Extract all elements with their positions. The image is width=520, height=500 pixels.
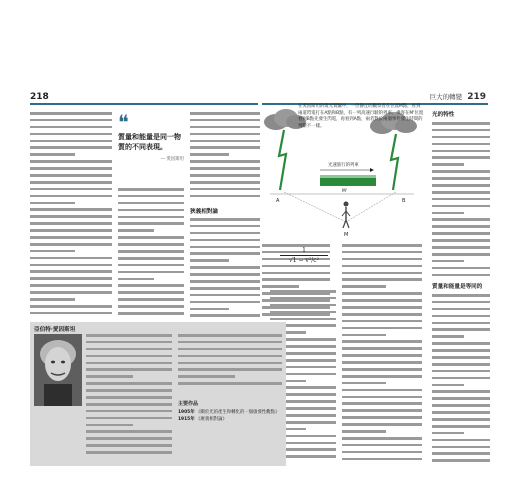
text-line <box>432 196 490 203</box>
timeline-heading: 主要作品 <box>178 401 199 407</box>
text-line <box>178 346 282 353</box>
text-line <box>432 313 490 320</box>
text-line <box>118 214 184 221</box>
text-line <box>86 442 172 449</box>
text-line <box>86 394 172 401</box>
text-line <box>86 366 172 373</box>
text-line <box>432 430 490 437</box>
middle-column-text <box>118 186 184 320</box>
text-line <box>342 366 422 373</box>
text-line <box>30 241 112 248</box>
text-line <box>190 292 260 299</box>
right-column-3-text <box>432 120 490 280</box>
text-line <box>190 193 260 200</box>
text-line <box>118 227 184 234</box>
text-line <box>118 220 184 227</box>
text-line <box>190 223 260 230</box>
light-heading: 光的特性 <box>432 112 455 118</box>
text-line <box>342 345 422 352</box>
text-line <box>190 216 260 223</box>
text-line <box>432 416 490 423</box>
text-line <box>86 346 172 353</box>
text-line <box>190 306 260 313</box>
text-line <box>30 220 112 227</box>
text-line <box>342 256 422 263</box>
text-line <box>30 124 112 131</box>
text-line <box>118 207 184 214</box>
text-line <box>30 234 112 241</box>
text-line <box>30 275 112 282</box>
text-line <box>118 234 184 241</box>
text-line <box>432 141 490 148</box>
text-line <box>178 360 282 367</box>
text-line <box>30 310 112 317</box>
text-line <box>342 449 422 456</box>
text-line <box>432 244 490 251</box>
text-line <box>190 172 260 179</box>
text-line <box>342 318 422 325</box>
text-line <box>432 230 490 237</box>
text-line <box>190 110 260 117</box>
text-line <box>432 258 490 265</box>
text-line <box>432 395 490 402</box>
train-shape <box>320 178 376 186</box>
text-line <box>432 326 490 333</box>
quote-text: 質量和能量是同一物質的不同表現。 <box>118 133 181 151</box>
biography-text-2 <box>178 332 282 392</box>
text-line <box>432 237 490 244</box>
right-page-number: 219 <box>467 92 486 102</box>
text-line <box>432 368 490 375</box>
text-line <box>190 250 260 257</box>
timeline <box>178 410 282 423</box>
text-line <box>432 203 490 210</box>
text-line <box>342 332 422 339</box>
label-b: B <box>402 198 406 204</box>
text-line <box>432 292 490 299</box>
label-a: A <box>276 198 280 204</box>
text-line <box>190 117 260 124</box>
text-line <box>432 182 490 189</box>
text-line <box>86 435 172 442</box>
text-line <box>432 423 490 430</box>
text-line <box>118 200 184 207</box>
text-line <box>118 296 184 303</box>
text-line <box>118 262 184 269</box>
text-line <box>342 304 422 311</box>
left-lightning-icon <box>279 130 286 190</box>
text-line <box>432 223 490 230</box>
text-line <box>432 457 490 464</box>
text-line <box>270 309 336 316</box>
text-line <box>118 186 184 193</box>
relativity-text <box>190 216 260 320</box>
text-line <box>432 154 490 161</box>
text-line <box>190 124 260 131</box>
text-line <box>342 338 422 345</box>
text-line <box>118 276 184 283</box>
text-line <box>118 255 184 262</box>
text-line <box>270 288 336 295</box>
diagram-caption: 在愛因斯坦的燈光實驗中，一位靜止的觀察者在位置M點，看到兩道閃電打在A點和B點，有一列高速行駛的列車，乘客在M'位置看到B點先發生閃電，再看到A點，兩者對於兩個事件發生時間的判斷不一樣。 <box>298 104 424 129</box>
text-line <box>432 189 490 196</box>
text-line <box>262 270 330 277</box>
text-line <box>30 268 112 275</box>
third-column-text <box>190 110 260 206</box>
text-line <box>30 200 112 207</box>
text-line <box>342 442 422 449</box>
text-line <box>190 264 260 271</box>
text-line <box>86 401 172 408</box>
text-line <box>432 120 490 127</box>
text-line <box>342 414 422 421</box>
text-line <box>30 227 112 234</box>
text-line <box>118 289 184 296</box>
text-line <box>30 138 112 145</box>
text-line <box>30 144 112 151</box>
text-line <box>190 144 260 151</box>
text-line <box>342 421 422 428</box>
text-line <box>118 303 184 310</box>
text-line <box>30 165 112 172</box>
text-line <box>190 165 260 172</box>
text-line <box>432 134 490 141</box>
text-line <box>190 285 260 292</box>
text-line <box>190 186 260 193</box>
label-m-prime: M' <box>342 189 347 194</box>
chapter-title: 巨大的轉變 <box>429 93 463 101</box>
text-line <box>30 172 112 179</box>
text-line <box>118 269 184 276</box>
text-line <box>432 272 490 279</box>
text-line <box>190 158 260 165</box>
biography-text-1 <box>86 332 172 462</box>
text-line <box>342 380 422 387</box>
text-line <box>30 151 112 158</box>
text-line <box>342 359 422 366</box>
text-line <box>178 339 282 346</box>
text-line <box>342 400 422 407</box>
text-line <box>190 278 260 285</box>
text-line <box>30 131 112 138</box>
text-line <box>190 299 260 306</box>
text-line <box>432 320 490 327</box>
light-ray-left <box>284 192 346 222</box>
text-line <box>432 265 490 272</box>
text-line <box>342 428 422 435</box>
text-line <box>30 303 112 310</box>
text-line <box>118 241 184 248</box>
text-line <box>432 354 490 361</box>
text-line <box>190 237 260 244</box>
chapter-header <box>430 92 486 102</box>
text-line <box>432 251 490 258</box>
text-line <box>118 310 184 317</box>
text-line <box>30 193 112 200</box>
text-line <box>432 333 490 340</box>
timeline-item: 1915年 《廣義相對論》 <box>178 416 227 422</box>
train-label: 光速旅行的列車 <box>328 163 359 168</box>
right-column-3-lower-text <box>432 292 490 466</box>
text-line <box>178 380 282 387</box>
text-line <box>86 415 172 422</box>
text-line <box>30 255 112 262</box>
quote-mark-icon: ❝ <box>118 110 129 134</box>
text-line <box>342 297 422 304</box>
text-line <box>432 444 490 451</box>
label-m: M <box>344 232 349 238</box>
text-line <box>342 242 422 249</box>
text-line <box>342 394 422 401</box>
text-line <box>432 168 490 175</box>
text-line <box>432 161 490 168</box>
light-ray-right <box>346 192 396 222</box>
text-line <box>30 282 112 289</box>
text-line <box>432 347 490 354</box>
text-line <box>432 375 490 382</box>
text-line <box>432 299 490 306</box>
timeline-item: 1905年 《關於光的產生和轉化的一個啟發性觀點》 <box>178 410 280 415</box>
text-line <box>190 312 260 319</box>
text-line <box>86 422 172 429</box>
text-line <box>86 428 172 435</box>
text-line <box>30 158 112 165</box>
text-line <box>342 407 422 414</box>
left-column-text <box>30 110 112 318</box>
text-line <box>86 339 172 346</box>
text-line <box>86 332 172 339</box>
text-line <box>190 151 260 158</box>
text-line <box>432 437 490 444</box>
text-line <box>432 210 490 217</box>
text-line <box>342 325 422 332</box>
text-line <box>342 276 422 283</box>
text-line <box>178 373 282 380</box>
text-line <box>432 306 490 313</box>
text-line <box>178 366 282 373</box>
text-line <box>30 206 112 213</box>
text-line <box>432 148 490 155</box>
text-line <box>118 282 184 289</box>
text-line <box>30 179 112 186</box>
text-line <box>190 230 260 237</box>
text-line <box>118 193 184 200</box>
text-line <box>342 373 422 380</box>
text-line <box>190 271 260 278</box>
quote-author: — 愛因斯坦 <box>160 157 184 162</box>
text-line <box>432 127 490 134</box>
text-line <box>432 216 490 223</box>
text-line <box>342 270 422 277</box>
text-line <box>30 296 112 303</box>
relativity-heading: 狹義相對論 <box>190 209 218 215</box>
text-line <box>342 249 422 256</box>
text-line <box>432 409 490 416</box>
einstein-portrait <box>34 334 82 406</box>
text-line <box>432 450 490 457</box>
right-lightning-icon <box>391 134 398 190</box>
text-line <box>86 449 172 456</box>
text-line <box>30 213 112 220</box>
text-line <box>86 353 172 360</box>
text-line <box>342 456 422 463</box>
text-line <box>342 352 422 359</box>
mass-energy-heading: 質量和能量是等同的 <box>432 284 483 290</box>
left-header-rule <box>30 103 258 105</box>
text-line <box>30 248 112 255</box>
text-line <box>432 340 490 347</box>
biography-title: 亞伯特·愛因斯坦 <box>34 327 76 333</box>
text-line <box>342 311 422 318</box>
biography-box <box>30 322 286 466</box>
text-line <box>432 361 490 368</box>
text-line <box>86 408 172 415</box>
right-column-2-text <box>342 242 422 466</box>
text-line <box>432 402 490 409</box>
text-line <box>190 131 260 138</box>
text-line <box>30 289 112 296</box>
text-line <box>178 353 282 360</box>
text-line <box>342 263 422 270</box>
text-line <box>270 302 336 309</box>
pull-quote <box>118 110 184 162</box>
text-line <box>432 382 490 389</box>
text-line <box>262 276 330 283</box>
text-line <box>270 295 336 302</box>
lorentz-formula: $\frac{1}{\text{√1 − v²/c²}}$ <box>280 247 328 264</box>
text-line <box>30 110 112 117</box>
text-line <box>190 257 260 264</box>
text-line <box>86 387 172 394</box>
text-line <box>342 290 422 297</box>
observer-figure <box>342 202 350 229</box>
text-line <box>86 360 172 367</box>
text-line <box>30 262 112 269</box>
text-line <box>190 138 260 145</box>
text-line <box>30 117 112 124</box>
text-line <box>118 248 184 255</box>
text-line <box>432 388 490 395</box>
text-line <box>86 380 172 387</box>
text-line <box>432 175 490 182</box>
text-line <box>178 332 282 339</box>
text-line <box>342 435 422 442</box>
left-page-number: 218 <box>30 92 49 102</box>
text-line <box>86 373 172 380</box>
text-line <box>30 186 112 193</box>
text-line <box>342 387 422 394</box>
text-line <box>190 179 260 186</box>
text-line <box>342 283 422 290</box>
text-line <box>190 244 260 251</box>
